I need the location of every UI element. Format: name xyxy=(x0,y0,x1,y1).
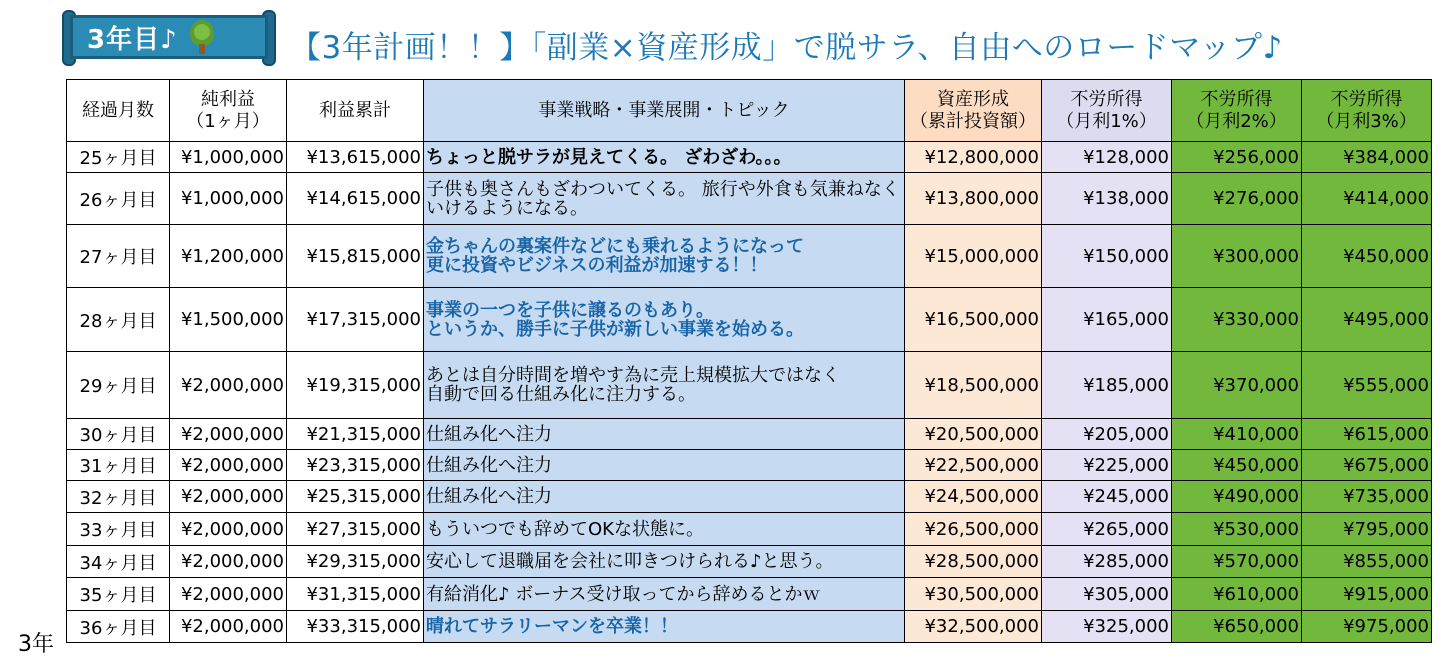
cell-assets: ¥16,500,000 xyxy=(905,288,1042,352)
cell-cumulative: ¥13,615,000 xyxy=(287,142,424,173)
cell-passive-3: ¥915,000 xyxy=(1302,578,1432,611)
cell-strategy xyxy=(424,173,905,225)
cell-strategy xyxy=(424,450,905,481)
cell-strategy xyxy=(424,611,905,643)
banner-face xyxy=(70,15,268,59)
cell-assets: ¥32,500,000 xyxy=(905,611,1042,643)
cell-strategy xyxy=(424,419,905,450)
cell-passive-1: ¥165,000 xyxy=(1042,288,1172,352)
cell-cumulative: ¥19,315,000 xyxy=(287,352,424,419)
cell-cumulative: ¥21,315,000 xyxy=(287,419,424,450)
cell-passive-2: ¥276,000 xyxy=(1172,173,1302,225)
cell-month: 26ヶ月目 xyxy=(67,173,170,225)
cell-assets: ¥20,500,000 xyxy=(905,419,1042,450)
table-row xyxy=(67,173,1432,225)
cell-passive-3: ¥855,000 xyxy=(1302,546,1432,578)
cell-passive-2: ¥410,000 xyxy=(1172,419,1302,450)
cell-assets: ¥18,500,000 xyxy=(905,352,1042,419)
header-net-profit: 純利益 （1ヶ月） xyxy=(170,80,287,142)
header-month: 経過月数 xyxy=(67,80,170,142)
cell-passive-3: ¥555,000 xyxy=(1302,352,1432,419)
strategy-line: 金ちゃんの裏案件などにも乗れるようになって xyxy=(426,236,804,257)
cell-month: 25ヶ月目 xyxy=(67,142,170,173)
strategy-line: あとは自分時間を増やす為に売上規模拡大ではなく xyxy=(426,365,840,386)
strategy-line: 子供も奥さんもざわついてくる。 旅行や外食も気兼ねなく xyxy=(426,178,900,200)
cell-passive-3: ¥495,000 xyxy=(1302,288,1432,352)
roadmap-table xyxy=(66,79,1432,643)
cell-assets: ¥12,800,000 xyxy=(905,142,1042,173)
cell-passive-1: ¥285,000 xyxy=(1042,546,1172,578)
cell-net-profit: ¥2,000,000 xyxy=(170,419,287,450)
cell-net-profit: ¥1,500,000 xyxy=(170,288,287,352)
cell-net-profit: ¥2,000,000 xyxy=(170,513,287,546)
strategy-line: 安心して退職届を会社に叩きつけられる♪と思う。 xyxy=(426,551,834,572)
cell-passive-3: ¥975,000 xyxy=(1302,611,1432,643)
cell-net-profit: ¥1,000,000 xyxy=(170,142,287,173)
cell-net-profit: ¥2,000,000 xyxy=(170,481,287,513)
strategy-line: 晴れてサラリーマンを卒業！！ xyxy=(426,616,678,637)
strategy-line: 更に投資やビジネスの利益が加速する！！ xyxy=(426,255,768,276)
strategy-line: 有給消化♪ ボーナス受け取ってから辞めるとかｗ xyxy=(426,583,821,605)
header-strategy: 事業戦略・事業展開・トピック xyxy=(424,80,905,142)
cell-passive-3: ¥675,000 xyxy=(1302,450,1432,481)
table-row xyxy=(67,450,1432,481)
cell-assets: ¥30,500,000 xyxy=(905,578,1042,611)
cell-passive-1: ¥265,000 xyxy=(1042,513,1172,546)
cell-passive-1: ¥138,000 xyxy=(1042,173,1172,225)
cell-strategy xyxy=(424,578,905,611)
header-passive-2: 不労所得 （月利2%） xyxy=(1172,80,1302,142)
cell-passive-2: ¥330,000 xyxy=(1172,288,1302,352)
cell-passive-2: ¥530,000 xyxy=(1172,513,1302,546)
cell-assets: ¥24,500,000 xyxy=(905,481,1042,513)
strategy-line: 仕組み化へ注力 xyxy=(426,454,552,476)
cell-assets: ¥28,500,000 xyxy=(905,546,1042,578)
cell-passive-2: ¥300,000 xyxy=(1172,225,1302,288)
strategy-line: 仕組み化へ注力 xyxy=(426,486,552,507)
strategy-line: もういつでも辞めてOKな状態に。 xyxy=(426,518,704,540)
cell-month: 31ヶ月目 xyxy=(67,450,170,481)
cell-passive-1: ¥205,000 xyxy=(1042,419,1172,450)
cell-month: 33ヶ月目 xyxy=(67,513,170,546)
strategy-line: 事業の一つを子供に譲るのもあり。 xyxy=(426,299,714,321)
cell-net-profit: ¥1,000,000 xyxy=(170,173,287,225)
table-row xyxy=(67,352,1432,419)
cell-passive-1: ¥185,000 xyxy=(1042,352,1172,419)
page-title: 【3年計画！！】「副業×資産形成」で脱サラ、自由へのロードマップ♪ xyxy=(290,30,1283,66)
cell-cumulative: ¥23,315,000 xyxy=(287,450,424,481)
cell-passive-1: ¥128,000 xyxy=(1042,142,1172,173)
cell-passive-2: ¥610,000 xyxy=(1172,578,1302,611)
cell-passive-2: ¥450,000 xyxy=(1172,450,1302,481)
cell-passive-1: ¥305,000 xyxy=(1042,578,1172,611)
cell-cumulative: ¥17,315,000 xyxy=(287,288,424,352)
cell-passive-3: ¥795,000 xyxy=(1302,513,1432,546)
cell-passive-2: ¥256,000 xyxy=(1172,142,1302,173)
cell-passive-1: ¥245,000 xyxy=(1042,481,1172,513)
table-row xyxy=(67,513,1432,546)
cell-passive-3: ¥414,000 xyxy=(1302,173,1432,225)
cell-net-profit: ¥1,200,000 xyxy=(170,225,287,288)
cell-cumulative: ¥15,815,000 xyxy=(287,225,424,288)
cell-month: 29ヶ月目 xyxy=(67,352,170,419)
table-row xyxy=(67,225,1432,288)
table-row xyxy=(67,419,1432,450)
cell-strategy xyxy=(424,142,905,173)
year-side-label: 3年 xyxy=(18,632,54,657)
table-row xyxy=(67,611,1432,643)
tree-icon xyxy=(188,20,216,54)
table-row xyxy=(67,481,1432,513)
cell-cumulative: ¥33,315,000 xyxy=(287,611,424,643)
strategy-line: ちょっと脱サラが見えてくる。 ざわざわ。。。 xyxy=(426,146,792,168)
cell-month: 35ヶ月目 xyxy=(67,578,170,611)
header-passive-1: 不労所得 （月利1%） xyxy=(1042,80,1172,142)
header-assets: 資産形成 （累計投資額） xyxy=(905,80,1042,142)
cell-assets: ¥26,500,000 xyxy=(905,513,1042,546)
cell-passive-1: ¥225,000 xyxy=(1042,450,1172,481)
cell-passive-1: ¥150,000 xyxy=(1042,225,1172,288)
cell-net-profit: ¥2,000,000 xyxy=(170,546,287,578)
cell-cumulative: ¥29,315,000 xyxy=(287,546,424,578)
cell-month: 32ヶ月目 xyxy=(67,481,170,513)
table-header-row xyxy=(67,80,1432,142)
cell-passive-3: ¥615,000 xyxy=(1302,419,1432,450)
cell-strategy xyxy=(424,288,905,352)
cell-net-profit: ¥2,000,000 xyxy=(170,352,287,419)
cell-passive-3: ¥735,000 xyxy=(1302,481,1432,513)
header-passive-3: 不労所得 （月利3%） xyxy=(1302,80,1432,142)
cell-passive-3: ¥384,000 xyxy=(1302,142,1432,173)
cell-passive-3: ¥450,000 xyxy=(1302,225,1432,288)
cell-strategy xyxy=(424,352,905,419)
cell-month: 28ヶ月目 xyxy=(67,288,170,352)
year-banner xyxy=(62,10,276,66)
table-row xyxy=(67,578,1432,611)
cell-passive-2: ¥370,000 xyxy=(1172,352,1302,419)
cell-strategy xyxy=(424,546,905,578)
table-row xyxy=(67,546,1432,578)
cell-cumulative: ¥25,315,000 xyxy=(287,481,424,513)
cell-passive-1: ¥325,000 xyxy=(1042,611,1172,643)
cell-month: 30ヶ月目 xyxy=(67,419,170,450)
cell-assets: ¥13,800,000 xyxy=(905,173,1042,225)
cell-assets: ¥22,500,000 xyxy=(905,450,1042,481)
banner-label: 3年目♪ xyxy=(87,24,178,55)
cell-cumulative: ¥31,315,000 xyxy=(287,578,424,611)
cell-passive-2: ¥570,000 xyxy=(1172,546,1302,578)
cell-month: 27ヶ月目 xyxy=(67,225,170,288)
cell-strategy xyxy=(424,481,905,513)
table-row xyxy=(67,142,1432,173)
strategy-line: 仕組み化へ注力 xyxy=(426,423,552,445)
cell-passive-2: ¥490,000 xyxy=(1172,481,1302,513)
cell-cumulative: ¥27,315,000 xyxy=(287,513,424,546)
cell-month: 36ヶ月目 xyxy=(67,611,170,643)
cell-net-profit: ¥2,000,000 xyxy=(170,578,287,611)
header-cumulative: 利益累計 xyxy=(287,80,424,142)
cell-strategy xyxy=(424,513,905,546)
cell-month: 34ヶ月目 xyxy=(67,546,170,578)
strategy-line: 自動で回る仕組み化に注力する。 xyxy=(426,384,696,405)
cell-passive-2: ¥650,000 xyxy=(1172,611,1302,643)
cell-cumulative: ¥14,615,000 xyxy=(287,173,424,225)
cell-assets: ¥15,000,000 xyxy=(905,225,1042,288)
cell-net-profit: ¥2,000,000 xyxy=(170,450,287,481)
cell-net-profit: ¥2,000,000 xyxy=(170,611,287,643)
table-row xyxy=(67,288,1432,352)
strategy-line: いけるようになる。 xyxy=(426,197,588,219)
strategy-line: というか、勝手に子供が新しい事業を始める。 xyxy=(426,318,804,340)
cell-strategy xyxy=(424,225,905,288)
